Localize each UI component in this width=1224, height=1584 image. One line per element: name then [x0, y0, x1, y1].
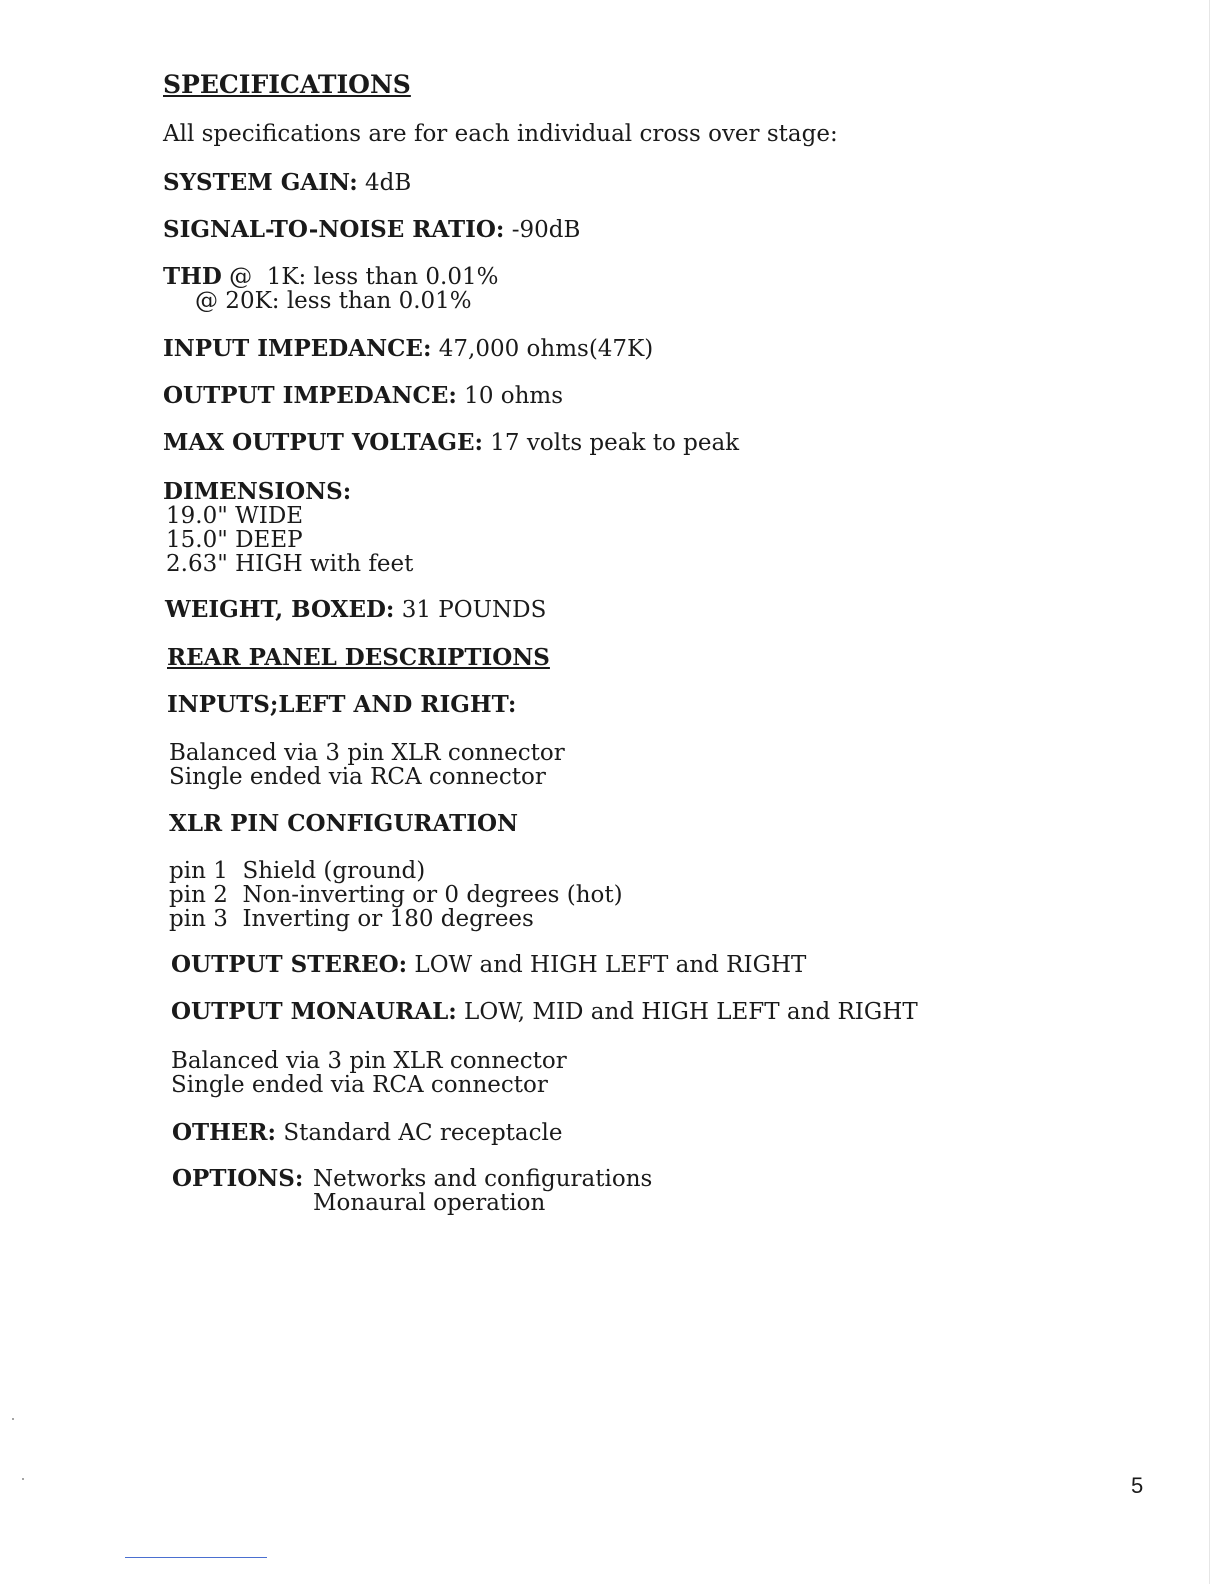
inputs-single-ended: Single ended via RCA connector: [169, 764, 546, 790]
intro-text: All specifications are for each individual cross over stage:: [163, 121, 838, 147]
outputs-single-ended: Single ended via RCA connector: [171, 1072, 548, 1098]
other: [172, 1120, 562, 1146]
output-stereo-value: LOW and HIGH LEFT and RIGHT: [407, 952, 807, 978]
dimensions-label: DIMENSIONS:: [163, 478, 352, 505]
thd-line-1: [163, 264, 498, 290]
max-output-value: 17 volts peak to peak: [482, 430, 740, 456]
xlr-pin-2: pin 2 Non-inverting or 0 degrees (hot): [169, 882, 623, 908]
inputs-balanced: Balanced via 3 pin XLR connector: [169, 740, 565, 766]
dimension-depth: 15.0" DEEP: [166, 527, 303, 553]
snr-label: SIGNAL-TO-NOISE RATIO:: [163, 216, 505, 243]
weight: [165, 597, 546, 623]
output-impedance: [163, 383, 563, 409]
output-monaural-value: LOW, MID and HIGH LEFT and RIGHT: [456, 999, 918, 1025]
options-label: OPTIONS:: [172, 1165, 304, 1192]
input-impedance-value: 47,000 ohms(47K): [431, 336, 654, 362]
other-label: OTHER:: [172, 1119, 277, 1146]
snr-value: -90dB: [504, 217, 581, 243]
max-output-label: MAX OUTPUT VOLTAGE:: [163, 429, 483, 456]
inputs-label: INPUTS;LEFT AND RIGHT:: [167, 691, 517, 718]
max-output-voltage: [163, 430, 739, 456]
output-monaural: [171, 999, 918, 1025]
xlr-pin-1: pin 1 Shield (ground): [169, 858, 426, 884]
input-impedance-label: INPUT IMPEDANCE:: [163, 335, 432, 362]
snr: [163, 217, 580, 243]
thd-label: THD: [163, 263, 222, 290]
scan-speck: [12, 1418, 14, 1420]
dimension-width: 19.0" WIDE: [166, 503, 304, 529]
scan-edge-line: [1209, 0, 1210, 1584]
scan-speck: [22, 1478, 24, 1480]
system-gain: [163, 170, 411, 196]
rear-panel-title: REAR PANEL DESCRIPTIONS: [167, 644, 550, 671]
output-impedance-value: 10 ohms: [456, 383, 564, 409]
footer-rule: [125, 1557, 267, 1558]
thd-20k: @ 20K: less than 0.01%: [195, 288, 472, 314]
outputs-balanced: Balanced via 3 pin XLR connector: [171, 1048, 567, 1074]
page-number: 5: [1131, 1473, 1144, 1498]
xlr-config-label: XLR PIN CONFIGURATION: [169, 810, 519, 837]
option-monaural: Monaural operation: [313, 1190, 546, 1216]
output-stereo: [171, 952, 806, 978]
system-gain-value: 4dB: [357, 170, 412, 196]
thd-1k: @ 1K: less than 0.01%: [221, 264, 499, 290]
output-impedance-label: OUTPUT IMPEDANCE:: [163, 382, 457, 409]
xlr-pin-3: pin 3 Inverting or 180 degrees: [169, 906, 534, 932]
output-stereo-label: OUTPUT STEREO:: [171, 951, 408, 978]
system-gain-label: SYSTEM GAIN:: [163, 169, 358, 196]
dimension-height: 2.63" HIGH with feet: [166, 551, 414, 577]
weight-value: 31 POUNDS: [394, 597, 547, 623]
page-title: SPECIFICATIONS: [163, 70, 411, 99]
input-impedance: [163, 336, 653, 362]
option-networks: Networks and configurations: [313, 1166, 653, 1192]
output-monaural-label: OUTPUT MONAURAL:: [171, 998, 457, 1025]
weight-label: WEIGHT, BOXED:: [165, 596, 395, 623]
other-value: Standard AC receptacle: [276, 1120, 563, 1146]
